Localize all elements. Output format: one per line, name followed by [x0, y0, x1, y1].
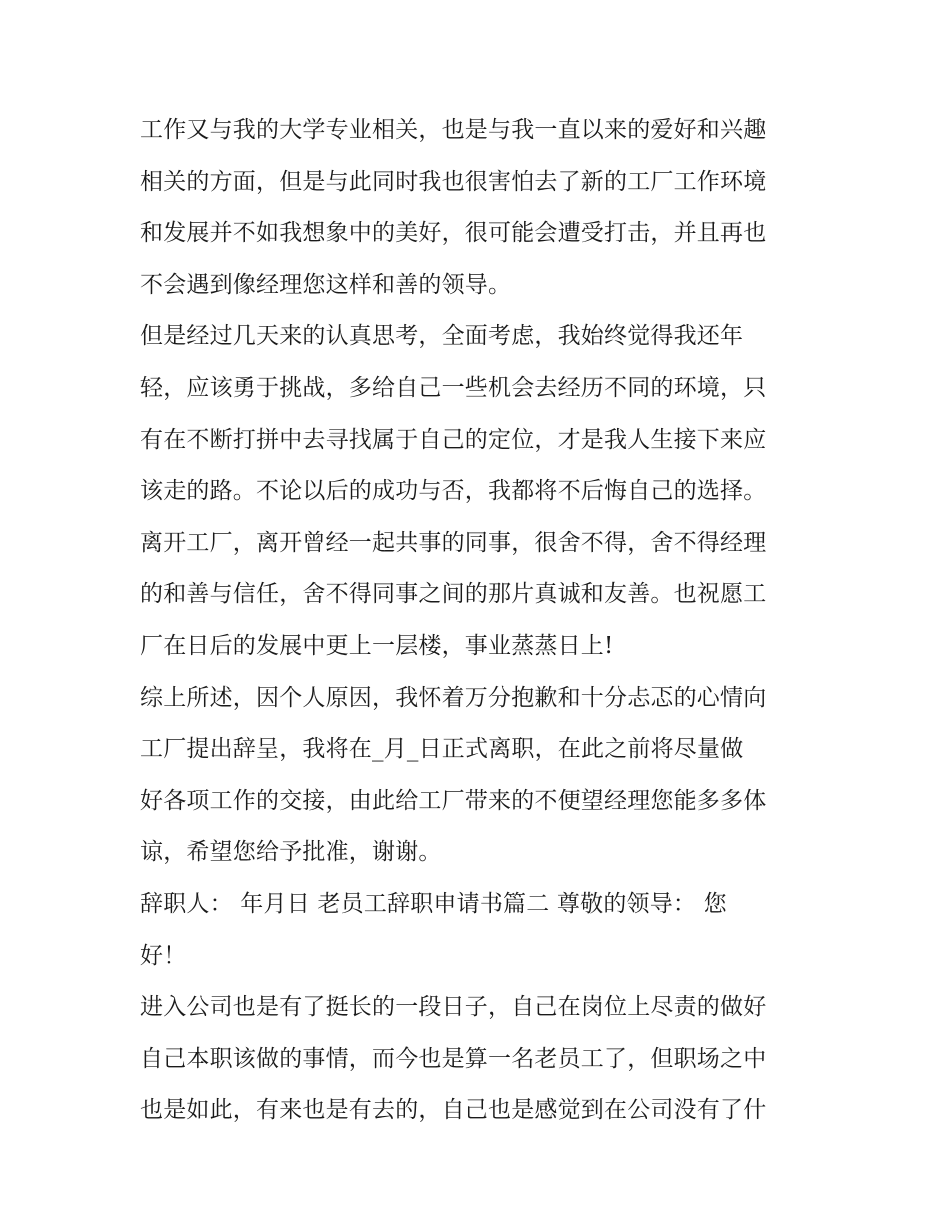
text-line: 工厂提出辞呈，我将在_月_日正式离职，在此之前将尽量做	[140, 736, 744, 763]
text-line: 工作又与我的大学专业相关，也是与我一直以来的爱好和兴趣	[140, 117, 767, 143]
text-line: 但是经过几天来的认真思考，全面考虑，我始终觉得我还年	[140, 323, 744, 350]
text-line: 和发展并不如我想象中的美好，很可能会遭受打击，并且再也	[140, 220, 767, 247]
text-line: 好！	[140, 942, 187, 969]
text-line: 的和善与信任，舍不得同事之间的那片真诚和友善。也祝愿工	[140, 581, 767, 608]
text-line: 相关的方面，但是与此同时我也很害怕去了新的工厂工作环境	[140, 168, 767, 195]
text-line: 综上所述，因个人原因，我怀着万分抱歉和十分忐忑的心情向	[140, 684, 767, 711]
body-text	[140, 105, 830, 1137]
text-line: 该走的路。不论以后的成功与否，我都将不后悔自己的选择。	[140, 478, 767, 505]
text-line: 好各项工作的交接，由此给工厂带来的不便望经理您能多多体	[140, 787, 767, 814]
text-line: 轻，应该勇于挑战，多给自己一些机会去经历不同的环境，只	[140, 374, 767, 401]
text-line: 自己本职该做的事情，而今也是算一名老员工了，但职场之中	[140, 1045, 767, 1072]
text-line: 不会遇到像经理您这样和善的领导。	[140, 271, 512, 298]
text-line: 离开工厂，离开曾经一起共事的同事，很舍不得，舍不得经理	[140, 529, 767, 556]
text-line: 厂在日后的发展中更上一层楼，事业蒸蒸日上!	[140, 632, 614, 659]
text-line: 进入公司也是有了挺长的一段日子，自己在岗位上尽责的做好	[140, 994, 767, 1021]
text-line: 也是如此，有来也是有去的，自己也是感觉到在公司没有了什	[140, 1097, 767, 1124]
text-line: 有在不断打拼中去寻找属于自己的定位，才是我人生接下来应	[140, 426, 767, 453]
text-line: 谅，希望您给予批准，谢谢。	[140, 839, 442, 866]
text-line: 辞职人： 年月日 老员工辞职申请书篇二 尊敬的领导： 您	[140, 890, 727, 917]
